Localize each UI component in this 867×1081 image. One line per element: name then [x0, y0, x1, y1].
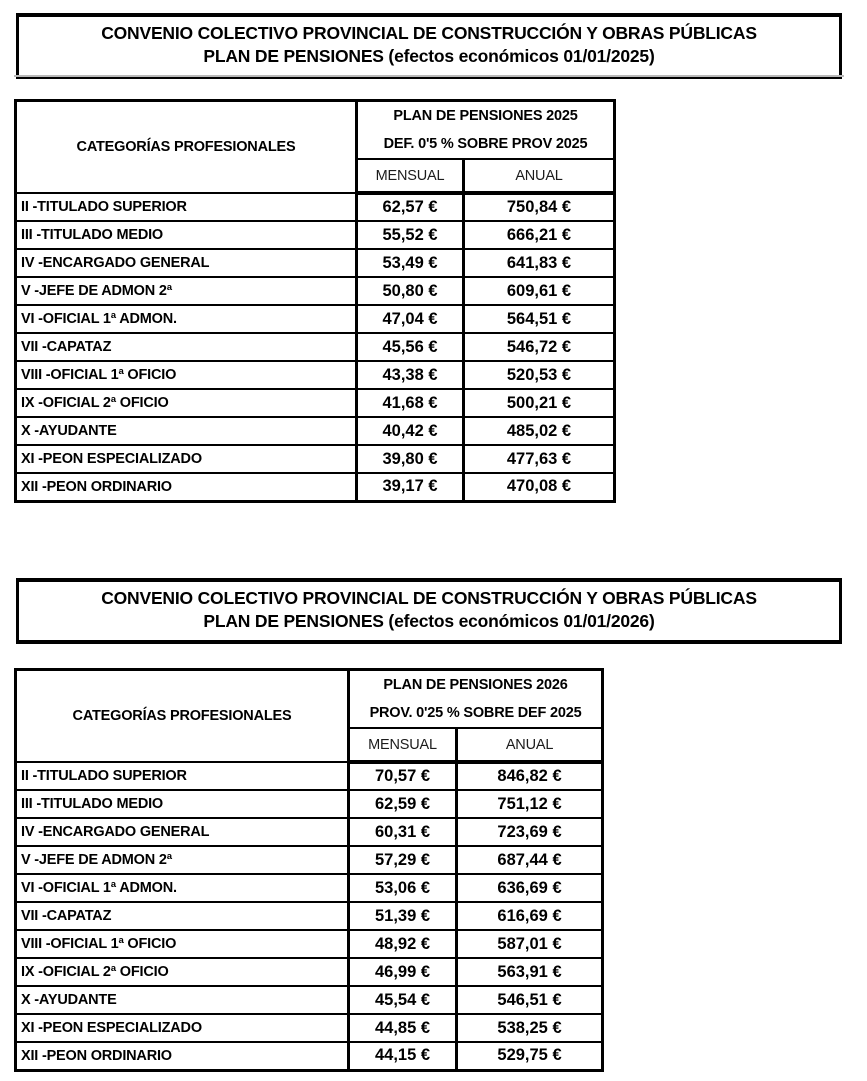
monthly-cell: 60,31 €	[349, 818, 457, 846]
table-row	[16, 249, 615, 277]
column-header-monthly: MENSUAL	[349, 728, 457, 762]
annual-cell: 666,21 €	[464, 221, 615, 249]
category-cell: IV -ENCARGADO GENERAL	[16, 818, 349, 846]
monthly-cell: 50,80 €	[357, 277, 464, 305]
group-header-row-2025	[16, 101, 615, 160]
category-cell: VI -OFICIAL 1ª ADMON.	[16, 874, 349, 902]
monthly-cell: 44,85 €	[349, 1014, 457, 1042]
annual-cell: 546,72 €	[464, 333, 615, 361]
category-cell: VI -OFICIAL 1ª ADMON.	[16, 305, 357, 333]
group-header-line-1: PLAN DE PENSIONES 2026	[383, 677, 568, 693]
table-row	[16, 193, 615, 221]
title-box-2026	[16, 578, 842, 644]
monthly-cell: 55,52 €	[357, 221, 464, 249]
category-cell: VII -CAPATAZ	[16, 902, 349, 930]
pension-table-2026	[14, 668, 604, 1072]
table-row	[16, 958, 603, 986]
monthly-cell: 39,80 €	[357, 445, 464, 473]
table-row	[16, 790, 603, 818]
category-cell: VII -CAPATAZ	[16, 333, 357, 361]
category-cell: XII -PEON ORDINARIO	[16, 1042, 349, 1070]
category-cell: V -JEFE DE ADMON 2ª	[16, 846, 349, 874]
category-cell: VIII -OFICIAL 1ª OFICIO	[16, 361, 357, 389]
table-row	[16, 986, 603, 1014]
group-header-2026	[349, 670, 603, 729]
table-row	[16, 333, 615, 361]
group-header-line-2: PROV. 0'25 % SOBRE DEF 2025	[369, 704, 582, 721]
group-header-line-1: PLAN DE PENSIONES 2025	[393, 108, 578, 124]
title-2026-line-2: PLAN DE PENSIONES (efectos económicos 01/01/2026)	[203, 611, 655, 631]
table-row	[16, 361, 615, 389]
annual-cell: 538,25 €	[457, 1014, 603, 1042]
table-row	[16, 445, 615, 473]
category-cell: II -TITULADO SUPERIOR	[16, 193, 357, 221]
table-row	[16, 930, 603, 958]
category-cell: X -AYUDANTE	[16, 417, 357, 445]
monthly-cell: 45,56 €	[357, 333, 464, 361]
table-row	[16, 846, 603, 874]
annual-cell: 750,84 €	[464, 193, 615, 221]
table-row	[16, 389, 615, 417]
table-body-2026	[16, 762, 603, 1070]
category-cell: IX -OFICIAL 2ª OFICIO	[16, 958, 349, 986]
category-cell: XI -PEON ESPECIALIZADO	[16, 445, 357, 473]
column-header-monthly: MENSUAL	[357, 159, 464, 193]
monthly-cell: 53,49 €	[357, 249, 464, 277]
monthly-cell: 70,57 €	[349, 762, 457, 790]
monthly-cell: 40,42 €	[357, 417, 464, 445]
table-row	[16, 221, 615, 249]
monthly-cell: 43,38 €	[357, 361, 464, 389]
title-2025-line-2: PLAN DE PENSIONES (efectos económicos 01/01/2025)	[203, 46, 655, 66]
table-row	[16, 305, 615, 333]
monthly-cell: 44,15 €	[349, 1042, 457, 1070]
category-cell: IV -ENCARGADO GENERAL	[16, 249, 357, 277]
monthly-cell: 46,99 €	[349, 958, 457, 986]
monthly-cell: 47,04 €	[357, 305, 464, 333]
pension-table-2025	[14, 99, 616, 503]
annual-cell: 587,01 €	[457, 930, 603, 958]
annual-cell: 687,44 €	[457, 846, 603, 874]
table-body-2025	[16, 193, 615, 501]
monthly-cell: 62,59 €	[349, 790, 457, 818]
table-row	[16, 417, 615, 445]
annual-cell: 520,53 €	[464, 361, 615, 389]
annual-cell: 470,08 €	[464, 473, 615, 501]
table-row	[16, 818, 603, 846]
category-cell: II -TITULADO SUPERIOR	[16, 762, 349, 790]
table-row	[16, 902, 603, 930]
table-row	[16, 762, 603, 790]
table-row	[16, 277, 615, 305]
column-header-annual: ANUAL	[464, 159, 615, 193]
category-cell: XI -PEON ESPECIALIZADO	[16, 1014, 349, 1042]
column-header-annual: ANUAL	[457, 728, 603, 762]
annual-cell: 609,61 €	[464, 277, 615, 305]
annual-cell: 563,91 €	[457, 958, 603, 986]
annual-cell: 546,51 €	[457, 986, 603, 1014]
category-cell: V -JEFE DE ADMON 2ª	[16, 277, 357, 305]
category-cell: VIII -OFICIAL 1ª OFICIO	[16, 930, 349, 958]
monthly-cell: 48,92 €	[349, 930, 457, 958]
monthly-cell: 51,39 €	[349, 902, 457, 930]
annual-cell: 500,21 €	[464, 389, 615, 417]
group-header-line-2: DEF. 0'5 % SOBRE PROV 2025	[383, 135, 588, 152]
monthly-cell: 39,17 €	[357, 473, 464, 501]
annual-cell: 529,75 €	[457, 1042, 603, 1070]
column-header-categories: CATEGORÍAS PROFESIONALES	[16, 670, 349, 763]
monthly-cell: 62,57 €	[357, 193, 464, 221]
monthly-cell: 57,29 €	[349, 846, 457, 874]
annual-cell: 723,69 €	[457, 818, 603, 846]
category-cell: IX -OFICIAL 2ª OFICIO	[16, 389, 357, 417]
monthly-cell: 45,54 €	[349, 986, 457, 1014]
table-row	[16, 1042, 603, 1070]
title-2026-line-1: CONVENIO COLECTIVO PROVINCIAL DE CONSTRUCCIÓN Y OBRAS PÚBLICAS	[101, 588, 757, 608]
title-box-2025	[16, 13, 842, 79]
annual-cell: 564,51 €	[464, 305, 615, 333]
annual-cell: 616,69 €	[457, 902, 603, 930]
column-header-categories: CATEGORÍAS PROFESIONALES	[16, 101, 357, 194]
group-header-2025	[357, 101, 615, 160]
title-box-shadow	[14, 75, 844, 77]
annual-cell: 751,12 €	[457, 790, 603, 818]
table-row	[16, 473, 615, 501]
category-cell: X -AYUDANTE	[16, 986, 349, 1014]
monthly-cell: 53,06 €	[349, 874, 457, 902]
annual-cell: 636,69 €	[457, 874, 603, 902]
monthly-cell: 41,68 €	[357, 389, 464, 417]
annual-cell: 846,82 €	[457, 762, 603, 790]
group-header-row-2026	[16, 670, 603, 729]
table-row	[16, 1014, 603, 1042]
category-cell: III -TITULADO MEDIO	[16, 221, 357, 249]
table-row	[16, 874, 603, 902]
annual-cell: 641,83 €	[464, 249, 615, 277]
annual-cell: 477,63 €	[464, 445, 615, 473]
category-cell: XII -PEON ORDINARIO	[16, 473, 357, 501]
category-cell: III -TITULADO MEDIO	[16, 790, 349, 818]
annual-cell: 485,02 €	[464, 417, 615, 445]
title-2025-line-1: CONVENIO COLECTIVO PROVINCIAL DE CONSTRUCCIÓN Y OBRAS PÚBLICAS	[101, 23, 757, 43]
